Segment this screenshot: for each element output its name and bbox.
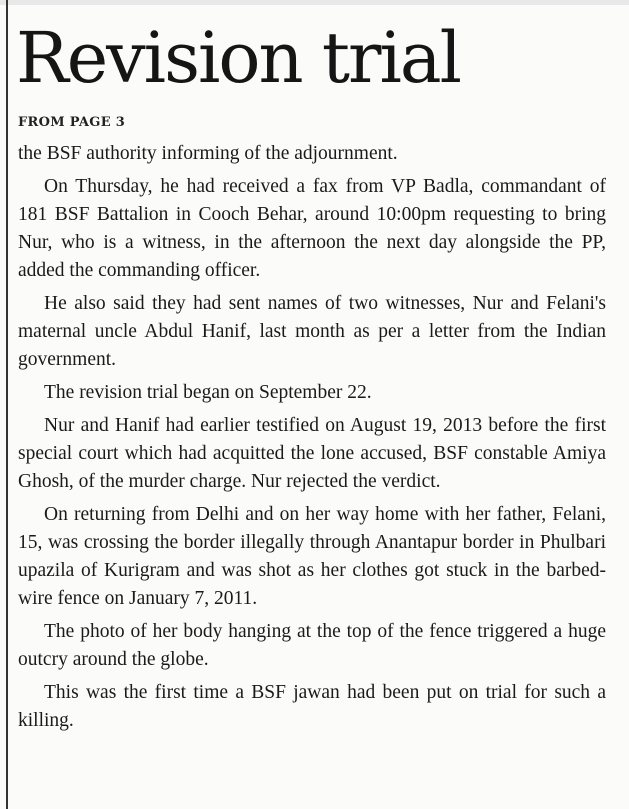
paragraph: He also said they had sent names of two witnesses, Nur and Felani's maternal uncle Abdul Hanif, last month as per a letter from the Indian government. [18, 293, 606, 370]
column-rule [6, 0, 8, 809]
top-edge [0, 0, 629, 5]
paragraph: The revision trial began on September 22. [44, 382, 372, 403]
paragraph: On returning from Delhi and on her way home with her father, Felani, 15, was crossing the border illegally through Anantapur border in Phulbari upazila of Kurigram and was shot as her clothes got stuck in the barbed-wire fence on January 7, 2011. [18, 504, 606, 609]
paragraph: Nur and Hanif had earlier testified on August 19, 2013 before the first special court which had acquitted the lone accused, BSF constable Amiya Ghosh, of the murder charge. Nur rejected the verdict. [18, 415, 606, 492]
paragraph: the BSF authority informing of the adjournment. [18, 143, 398, 164]
article-body [18, 140, 606, 740]
continued-from-label: FROM PAGE 3 [18, 115, 126, 130]
paragraph: This was the first time a BSF jawan had been put on trial for such a killing. [18, 682, 606, 731]
headline: Revision trial [16, 17, 460, 99]
paragraph: On Thursday, he had received a fax from VP Badla, commandant of 181 BSF Battalion in Cooch Behar, around 10:00pm requesting to bring Nur, who is a witness, in the afternoon the next day alongside the PP, added the commanding officer. [18, 176, 606, 281]
paragraph: The photo of her body hanging at the top of the fence triggered a huge outcry around the globe. [18, 621, 606, 670]
